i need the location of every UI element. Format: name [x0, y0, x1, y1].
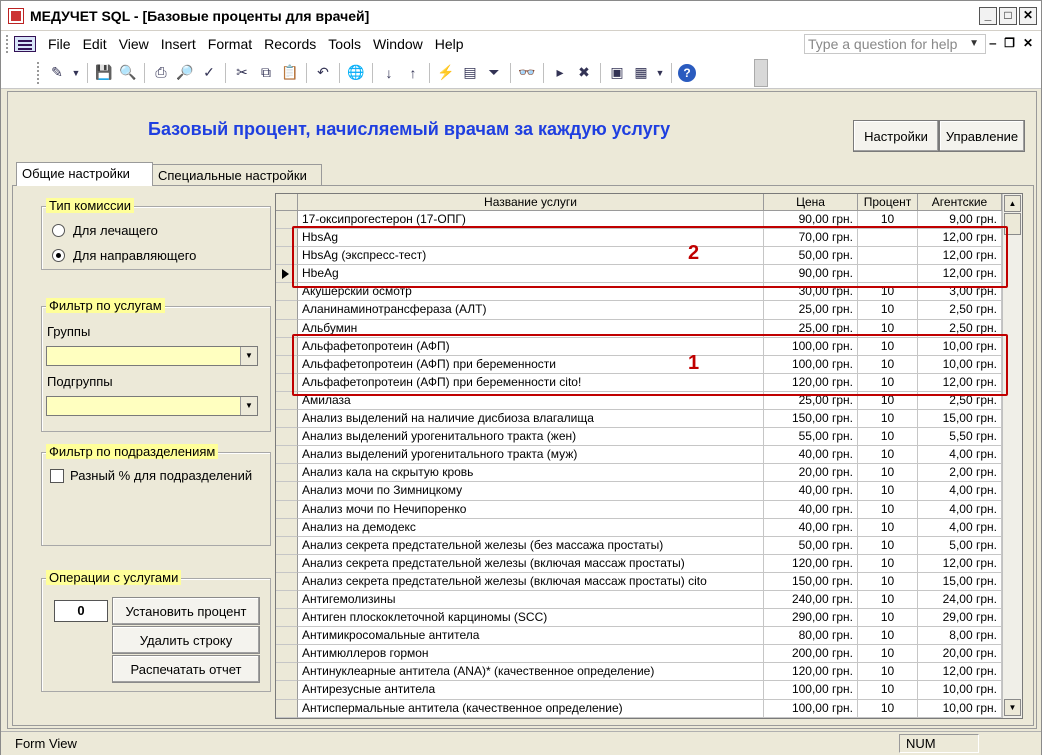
mdi-minimize-icon[interactable]: ‒: [989, 36, 997, 50]
cell-agent-fee[interactable]: 10,00 грн.: [918, 681, 1002, 699]
cell-percent[interactable]: 10: [858, 609, 918, 627]
cell-percent[interactable]: 10: [858, 645, 918, 663]
cell-percent[interactable]: 10: [858, 211, 918, 229]
cell-service-name[interactable]: Антиспермальные антитела (качественное определение): [298, 700, 764, 718]
commission-type-group: [41, 198, 271, 270]
table-row[interactable]: [276, 627, 1002, 645]
record-selector-header[interactable]: [276, 194, 298, 211]
cell-price[interactable]: 90,00 грн.: [764, 211, 858, 229]
cell-percent[interactable]: 10: [858, 283, 918, 301]
cell-price[interactable]: 25,00 грн.: [764, 392, 858, 410]
radio-label: Для лечащего: [73, 223, 158, 238]
cut-icon[interactable]: ✂: [236, 64, 248, 80]
record-selector[interactable]: [276, 446, 298, 464]
cell-service-name[interactable]: Анализ мочи по Нечипоренко: [298, 501, 764, 519]
cell-price[interactable]: 40,00 грн.: [764, 501, 858, 519]
group-label: Операции с услугами: [46, 570, 181, 585]
cell-agent-fee[interactable]: 2,00 грн.: [918, 464, 1002, 482]
mdi-close-icon[interactable]: ✕: [1022, 36, 1033, 50]
cell-price[interactable]: 25,00 грн.: [764, 320, 858, 338]
tab-general-settings[interactable]: Общие настройки: [16, 162, 153, 186]
sort-descending-icon[interactable]: ↑: [409, 64, 417, 81]
record-selector[interactable]: [276, 555, 298, 573]
cell-service-name[interactable]: Анализ выделений урогенитального тракта (жен): [298, 428, 764, 446]
checkbox-label: Разный % для подразделений: [70, 468, 253, 483]
cell-percent[interactable]: 10: [858, 464, 918, 482]
current-record-arrow-icon: [282, 269, 289, 279]
hyperlink-icon[interactable]: 🌐: [347, 64, 365, 80]
menu-tools[interactable]: Tools: [328, 36, 361, 52]
column-header-agent[interactable]: Агентские: [918, 194, 1002, 211]
close-icon[interactable]: ✕: [1019, 7, 1037, 25]
cell-price[interactable]: 20,00 грн.: [764, 464, 858, 482]
toolbar-options-icon[interactable]: [754, 59, 768, 87]
cell-price[interactable]: 40,00 грн.: [764, 446, 858, 464]
radio-referring[interactable]: [52, 248, 196, 263]
record-selector[interactable]: [276, 609, 298, 627]
annotation-label-1: 1: [688, 352, 700, 374]
cell-percent[interactable]: 10: [858, 301, 918, 319]
service-filter-group: [41, 298, 271, 432]
cell-price[interactable]: 50,00 грн.: [764, 247, 858, 265]
menu-records[interactable]: Records: [264, 36, 317, 52]
cell-service-name[interactable]: Анализ секрета предстательной железы (включая массаж простаты) cito: [298, 573, 764, 591]
status-bar: [1, 731, 1041, 755]
record-selector[interactable]: [276, 519, 298, 537]
page-title: Базовый процент, начисляемый врачам за каждую услугу: [148, 119, 671, 139]
cell-price[interactable]: 120,00 грн.: [764, 374, 858, 392]
cell-agent-fee[interactable]: 12,00 грн.: [918, 229, 1002, 247]
table-row[interactable]: [276, 501, 1002, 519]
cell-agent-fee[interactable]: 12,00 грн.: [918, 663, 1002, 681]
cell-price[interactable]: 290,00 грн.: [764, 609, 858, 627]
help-placeholder: Type a question for help: [808, 36, 958, 52]
cell-agent-fee[interactable]: 2,50 грн.: [918, 301, 1002, 319]
dropdown-arrow-icon[interactable]: ▼: [71, 67, 81, 78]
record-selector[interactable]: [276, 700, 298, 718]
column-header-name[interactable]: Название услуги: [298, 194, 764, 211]
subgroups-select[interactable]: [46, 396, 258, 416]
status-num-lock: NUM: [899, 734, 979, 753]
menu-file[interactable]: File: [48, 36, 71, 52]
table-row[interactable]: [276, 645, 1002, 663]
mdi-controls: [989, 36, 1033, 50]
menu-window[interactable]: Window: [372, 36, 423, 52]
annotation-box-2: [292, 226, 1008, 288]
record-selector[interactable]: [276, 301, 298, 319]
cell-agent-fee[interactable]: 12,00 грн.: [918, 247, 1002, 265]
help-icon[interactable]: ?: [678, 64, 696, 82]
cell-service-name[interactable]: Аланинаминотрансфераза (АЛТ): [298, 301, 764, 319]
toolbar: [1, 57, 1041, 89]
radio-attending[interactable]: [52, 223, 158, 238]
cell-price[interactable]: 50,00 грн.: [764, 537, 858, 555]
cell-service-name[interactable]: Анализ выделений урогенитального тракта (муж): [298, 446, 764, 464]
find-icon[interactable]: 👓: [518, 64, 536, 80]
print-icon[interactable]: ⎙: [155, 64, 167, 80]
radio-button-selected[interactable]: [52, 249, 65, 262]
cell-service-name[interactable]: Антигемолизины: [298, 591, 764, 609]
cell-price[interactable]: 200,00 грн.: [764, 645, 858, 663]
table-row[interactable]: [276, 410, 1002, 428]
cell-service-name[interactable]: Анализ секрета предстательной железы (без массажа простаты): [298, 537, 764, 555]
undo-icon[interactable]: ↶: [317, 64, 329, 80]
cell-percent[interactable]: 10: [858, 392, 918, 410]
groups-select[interactable]: [46, 346, 258, 366]
help-search-input[interactable]: [804, 34, 986, 54]
cell-percent[interactable]: 10: [858, 519, 918, 537]
subgroups-label: Подгруппы: [47, 374, 113, 389]
toolbar-separator: [600, 63, 601, 83]
radio-label: Для направляющего: [73, 248, 197, 263]
cell-percent[interactable]: 10: [858, 537, 918, 555]
design-view-icon[interactable]: ✎: [51, 64, 63, 80]
cell-agent-fee[interactable]: 5,50 грн.: [918, 428, 1002, 446]
tab-special-settings[interactable]: Специальные настройки: [152, 164, 322, 186]
cell-agent-fee[interactable]: 15,00 грн.: [918, 573, 1002, 591]
record-selector[interactable]: [276, 573, 298, 591]
delete-record-icon[interactable]: ✖: [578, 64, 590, 80]
menu-insert[interactable]: Insert: [160, 36, 196, 52]
record-selector[interactable]: [276, 537, 298, 555]
group-label: Фильтр по подразделениям: [46, 444, 218, 459]
table-row[interactable]: [276, 464, 1002, 482]
cell-service-name[interactable]: HbsAg (экспресс-тест): [298, 247, 764, 265]
cell-percent[interactable]: 10: [858, 627, 918, 645]
cell-agent-fee[interactable]: 5,00 грн.: [918, 537, 1002, 555]
apply-filter-icon[interactable]: ⏷: [488, 64, 500, 80]
cell-agent-fee[interactable]: 2,50 грн.: [918, 392, 1002, 410]
different-percent-checkbox[interactable]: [50, 469, 64, 483]
column-header-price[interactable]: Цена: [764, 194, 858, 211]
filter-by-form-icon[interactable]: ▤: [463, 64, 477, 80]
grid-header: [276, 194, 1002, 211]
cell-service-name[interactable]: Анализ на демодекс: [298, 519, 764, 537]
table-row[interactable]: [276, 663, 1002, 681]
cell-percent[interactable]: 10: [858, 410, 918, 428]
operations-group: [41, 570, 271, 692]
app-icon: [8, 8, 24, 24]
cell-percent[interactable]: 10: [858, 482, 918, 500]
record-selector[interactable]: [276, 645, 298, 663]
department-filter-group: [41, 444, 271, 546]
cell-price[interactable]: 100,00 грн.: [764, 700, 858, 718]
record-selector[interactable]: [276, 663, 298, 681]
cell-price[interactable]: 150,00 грн.: [764, 410, 858, 428]
scroll-down-icon[interactable]: ▼: [1004, 699, 1021, 716]
cell-percent[interactable]: 10: [858, 374, 918, 392]
cell-price[interactable]: 100,00 грн.: [764, 338, 858, 356]
toolbar-separator: [429, 63, 430, 83]
cell-service-name[interactable]: Антимикросомальные антитела: [298, 627, 764, 645]
cell-price[interactable]: 30,00 грн.: [764, 283, 858, 301]
cell-price[interactable]: 70,00 грн.: [764, 229, 858, 247]
cell-percent[interactable]: 10: [858, 663, 918, 681]
annotation-box-1: [292, 334, 1008, 396]
different-percent-checkbox-row[interactable]: [50, 468, 252, 483]
toolbar-separator: [671, 63, 672, 83]
cell-service-name[interactable]: Акушерский осмотр: [298, 283, 764, 301]
paste-icon[interactable]: 📋: [281, 64, 299, 80]
menu-edit[interactable]: Edit: [82, 36, 107, 52]
table-row[interactable]: [276, 573, 1002, 591]
delete-row-button[interactable]: Удалить строку: [112, 626, 260, 654]
cell-agent-fee[interactable]: 9,00 грн.: [918, 211, 1002, 229]
menu-view[interactable]: View: [118, 36, 149, 52]
record-selector[interactable]: [276, 681, 298, 699]
cell-price[interactable]: 100,00 грн.: [764, 681, 858, 699]
cell-service-name[interactable]: Антиген плоскоклеточной карциномы (SCC): [298, 609, 764, 627]
table-row[interactable]: [276, 700, 1002, 718]
save-icon[interactable]: 💾: [95, 64, 113, 80]
percent-input[interactable]: 0: [54, 600, 108, 622]
table-row[interactable]: [276, 482, 1002, 500]
mdi-restore-icon[interactable]: ❐: [1004, 36, 1015, 50]
table-row[interactable]: [276, 591, 1002, 609]
chevron-down-icon[interactable]: ▼: [240, 397, 257, 415]
radio-button[interactable]: [52, 224, 65, 237]
cell-price[interactable]: 25,00 грн.: [764, 301, 858, 319]
cell-price[interactable]: 90,00 грн.: [764, 265, 858, 283]
maximize-icon[interactable]: □: [999, 7, 1017, 25]
cell-service-name[interactable]: 17-оксипрогестерон (17-ОПГ): [298, 211, 764, 229]
cell-service-name[interactable]: Анализ мочи по Зимницкому: [298, 482, 764, 500]
cell-price[interactable]: 120,00 грн.: [764, 555, 858, 573]
cell-agent-fee[interactable]: 12,00 грн.: [918, 374, 1002, 392]
cell-service-name[interactable]: Альфафетопротеин (АФП): [298, 338, 764, 356]
table-row[interactable]: [276, 681, 1002, 699]
table-row[interactable]: [276, 555, 1002, 573]
spelling-icon[interactable]: ✓: [203, 64, 215, 80]
database-window-icon[interactable]: ▣: [610, 64, 624, 80]
cell-service-name[interactable]: Антирезусные антитела: [298, 681, 764, 699]
table-row[interactable]: [276, 428, 1002, 446]
cell-percent[interactable]: 10: [858, 501, 918, 519]
cell-service-name[interactable]: Альфафетопротеин (АФП) при беременности: [298, 356, 764, 374]
cell-agent-fee[interactable]: 4,00 грн.: [918, 519, 1002, 537]
table-row[interactable]: [276, 609, 1002, 627]
record-selector[interactable]: [276, 501, 298, 519]
cell-percent[interactable]: 10: [858, 338, 918, 356]
column-header-percent[interactable]: Процент: [858, 194, 918, 211]
cell-service-name[interactable]: Амилаза: [298, 392, 764, 410]
cell-service-name[interactable]: Анализ выделений на наличие дисбиоза влагалища: [298, 410, 764, 428]
cell-agent-fee[interactable]: 3,00 грн.: [918, 283, 1002, 301]
status-view-mode: Form View: [15, 736, 77, 751]
cell-service-name[interactable]: Альфафетопротеин (АФП) при беременности cito!: [298, 374, 764, 392]
toolbar-separator: [225, 63, 226, 83]
cell-service-name[interactable]: HbsAg: [298, 229, 764, 247]
new-record-icon[interactable]: ▸: [556, 64, 564, 80]
toolbar-separator: [144, 63, 145, 83]
cell-price[interactable]: 55,00 грн.: [764, 428, 858, 446]
toolbar-separator: [510, 63, 511, 83]
cell-agent-fee[interactable]: 15,00 грн.: [918, 410, 1002, 428]
cell-price[interactable]: 150,00 грн.: [764, 573, 858, 591]
scroll-up-icon[interactable]: ▲: [1004, 195, 1021, 212]
cell-agent-fee[interactable]: 20,00 грн.: [918, 645, 1002, 663]
cell-agent-fee[interactable]: 2,50 грн.: [918, 320, 1002, 338]
toolbar-separator: [339, 63, 340, 83]
cell-percent[interactable]: 10: [858, 428, 918, 446]
cell-agent-fee[interactable]: 24,00 грн.: [918, 591, 1002, 609]
cell-percent[interactable]: 10: [858, 555, 918, 573]
cell-price[interactable]: 80,00 грн.: [764, 627, 858, 645]
record-selector[interactable]: [276, 410, 298, 428]
menu-bar: [1, 31, 1041, 57]
toolbar-separator: [543, 63, 544, 83]
cell-agent-fee[interactable]: 4,00 грн.: [918, 446, 1002, 464]
menu-help[interactable]: Help: [434, 36, 464, 52]
cell-price[interactable]: 40,00 грн.: [764, 519, 858, 537]
print-report-button[interactable]: Распечатать отчет: [112, 655, 260, 683]
form-area: [7, 91, 1037, 729]
toolbar-separator: [87, 63, 88, 83]
table-row[interactable]: [276, 301, 1002, 319]
new-object-icon[interactable]: ▦: [634, 64, 648, 80]
cell-agent-fee[interactable]: 4,00 грн.: [918, 482, 1002, 500]
group-label: Тип комиссии: [46, 198, 134, 213]
cell-price[interactable]: 40,00 грн.: [764, 482, 858, 500]
cell-percent[interactable]: 10: [858, 320, 918, 338]
group-label: Фильтр по услугам: [46, 298, 165, 313]
cell-agent-fee[interactable]: 29,00 грн.: [918, 609, 1002, 627]
menubar-grip[interactable]: [6, 35, 10, 53]
record-selector[interactable]: [276, 482, 298, 500]
table-row[interactable]: [276, 519, 1002, 537]
table-row[interactable]: [276, 446, 1002, 464]
record-selector[interactable]: [276, 428, 298, 446]
record-selector[interactable]: [276, 627, 298, 645]
chevron-down-icon[interactable]: ▼: [969, 38, 979, 49]
menu-format[interactable]: Format: [207, 36, 253, 52]
filter-by-selection-icon[interactable]: ⚡: [437, 64, 455, 80]
window-controls: [979, 7, 1037, 25]
minimize-icon[interactable]: _: [979, 7, 997, 25]
title-bar: [1, 1, 1041, 31]
record-selector[interactable]: [276, 464, 298, 482]
manage-button[interactable]: Управление: [939, 120, 1025, 152]
settings-button[interactable]: Настройки: [853, 120, 939, 152]
cell-agent-fee[interactable]: 10,00 грн.: [918, 338, 1002, 356]
cell-percent[interactable]: 10: [858, 700, 918, 718]
cell-price[interactable]: 240,00 грн.: [764, 591, 858, 609]
cell-agent-fee[interactable]: 10,00 грн.: [918, 356, 1002, 374]
cell-service-name[interactable]: Альбумин: [298, 320, 764, 338]
cell-agent-fee[interactable]: 12,00 грн.: [918, 555, 1002, 573]
window-title: МЕДУЧЕТ SQL - [Базовые проценты для врачей]: [30, 7, 370, 24]
toolbar-grip[interactable]: [37, 62, 41, 84]
cell-agent-fee[interactable]: 8,00 грн.: [918, 627, 1002, 645]
sort-ascending-icon[interactable]: ↓: [385, 64, 393, 81]
cell-percent[interactable]: 10: [858, 356, 918, 374]
record-selector[interactable]: [276, 591, 298, 609]
cell-percent[interactable]: 10: [858, 591, 918, 609]
cell-service-name[interactable]: Антимюллеров гормон: [298, 645, 764, 663]
cell-service-name[interactable]: Антинуклеарные антитела (ANA)* (качественное определение): [298, 663, 764, 681]
copy-icon[interactable]: ⧉: [261, 64, 271, 80]
form-view-icon[interactable]: [14, 36, 36, 52]
table-row[interactable]: [276, 537, 1002, 555]
chevron-down-icon[interactable]: ▼: [240, 347, 257, 365]
cell-agent-fee[interactable]: 10,00 грн.: [918, 700, 1002, 718]
cell-price[interactable]: 120,00 грн.: [764, 663, 858, 681]
groups-label: Группы: [47, 324, 91, 339]
cell-percent[interactable]: 10: [858, 446, 918, 464]
set-percent-button[interactable]: Установить процент: [112, 597, 260, 625]
annotation-label-2: 2: [688, 242, 700, 264]
print-preview-icon[interactable]: 🔎: [176, 64, 194, 80]
cell-percent[interactable]: 10: [858, 681, 918, 699]
cell-agent-fee[interactable]: 4,00 грн.: [918, 501, 1002, 519]
cell-service-name[interactable]: Анализ кала на скрытую кровь: [298, 464, 764, 482]
toolbar-separator: [372, 63, 373, 83]
toolbar-separator: [306, 63, 307, 83]
cell-service-name[interactable]: Анализ секрета предстательной железы (включая массаж простаты): [298, 555, 764, 573]
file-search-icon[interactable]: 🔍: [119, 64, 137, 80]
cell-percent[interactable]: 10: [858, 573, 918, 591]
cell-service-name[interactable]: HbeAg: [298, 265, 764, 283]
dropdown-arrow-icon[interactable]: ▼: [655, 67, 665, 78]
cell-agent-fee[interactable]: 12,00 грн.: [918, 265, 1002, 283]
cell-price[interactable]: 100,00 грн.: [764, 356, 858, 374]
